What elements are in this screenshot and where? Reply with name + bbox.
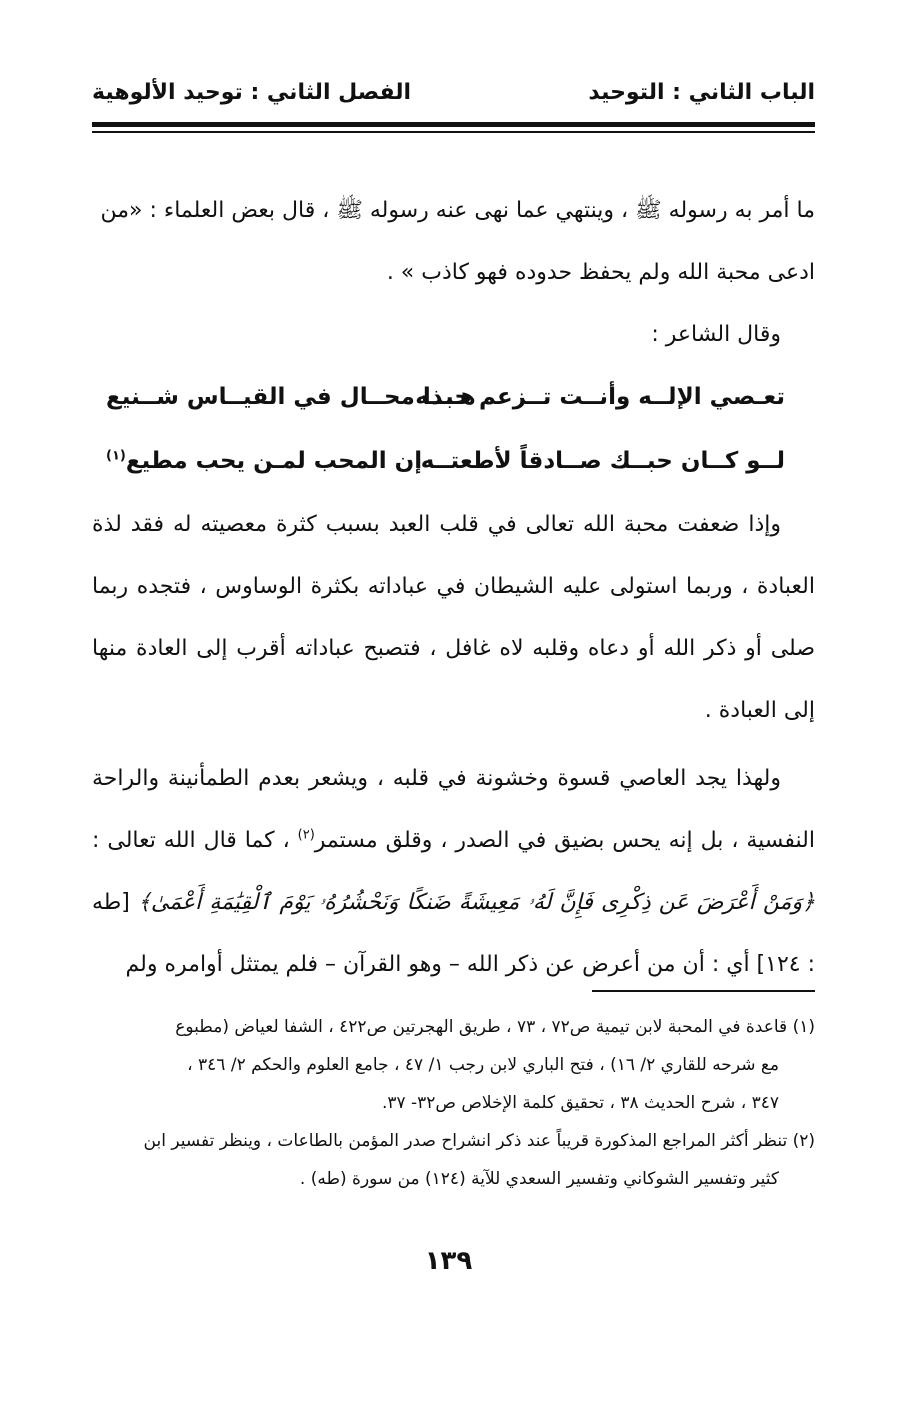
footnote-ref-2: (٢) [297,827,315,843]
poem-verses [92,366,815,494]
page-number: ١٣٩ [424,1246,473,1276]
paragraph-3-part-2: ، كما قال الله تعالى : [92,828,298,853]
paragraph-3-part-1: ولهذا يجد العاصي قسوة وخشونة في قلبه ، ويشعر بعدم الطمأنينة والراحة النفسية ، بل إنه يحس بضيق في الصدر ، وقلق مستمر [92,766,815,853]
verse-2-first-hemistich: لــو كــان حبــك صــادقاً لأطعتــه [420,448,785,474]
quran-reference: [طه : ١٢٤] [92,890,815,977]
verse-2-second-hemistich-text: إن المحب لمـن يحب مطيع [125,448,423,474]
quran-verse: ﴿وَمَنْ أَعْرَضَ عَن ذِكْرِى فَإِنَّ لَهُۥ مَعِيشَةً ضَنكًا وَنَحْشُرُهُۥ يَوْمَ ٱلْقِيَٰمَةِ أَعْمَىٰ﴾ [138,890,815,915]
paragraph-3-part-3: أي : أن من أعرض عن ذكر الله – وهو القرآن – فلم يمتثل أوامره ولم [125,952,750,977]
verse-2-second-hemistich [106,430,422,492]
footnote-2 [92,1122,815,1198]
verse-1-first-hemistich: تعـصي الإلــه وأنــت تــزعم حبــه [415,384,785,410]
footnote-2-line-1: (٢) تنظر أكثر المراجع المذكورة قريباً عند ذكر انشراح صدر المؤمن بالطاعات ، وينظر تفسير ابن [143,1131,815,1151]
paragraph-1-line-1: ما أمر به رسوله ﷺ ، وينتهي عما نهى عنه رسوله ﷺ ، قال بعض العلماء : «من [100,198,815,223]
footnote-1 [92,1008,815,1122]
footnotes [92,1008,815,1198]
section-title: الفصل الثاني : توحيد الألوهية [92,80,412,105]
footnote-1-line-2: مع شرحه للقاري ٢/ ١٦) ، فتح الباري لابن رجب ١/ ٤٧ ، جامع العلوم والحكم ٢/ ٣٤٦ ، [187,1055,779,1075]
paragraph-3 [92,748,815,996]
paragraph-1-line-2: ادعى محبة الله ولم يحفظ حدوده فهو كاذب » . [386,260,815,285]
main-text [92,180,815,996]
paragraph-2: وإذا ضعفت محبة الله تعالى في قلب العبد بسبب كثرة معصيته له فقد لذة العبادة ، وربما استولى عليه الشيطان في عباداته بكثرة الوساوس ، فتجده ربما صلى أو ذكر الله أو دعاه وقلبه لاه غافل ، فتصبح عباداته أقرب إلى العادة منها إلى العبادة . [92,512,815,723]
verse-1 [92,366,815,430]
header-rule-thick [92,122,815,127]
footnote-1-line-3: ٣٤٧ ، شرح الحديث ٣٨ ، تحقيق كلمة الإخلاص ص٣٢- ٣٧. [381,1093,779,1113]
footnote-ref-1: (١) [106,448,126,464]
footnote-2-line-2: كثير وتفسير الشوكاني وتفسير السعدي للآية (١٢٤) من سورة (طه) . [299,1169,779,1189]
verse-2 [92,430,815,494]
footnote-separator [592,990,815,992]
header-rule-thin [92,131,815,133]
chapter-title: الباب الثاني : التوحيد [588,80,815,105]
poet-intro: وقال الشاعر : [651,322,781,347]
running-header [92,80,815,120]
verse-1-second-hemistich: هــذا محــال في القيــاس شــنيع [106,384,476,410]
paragraph-1 [92,180,815,304]
footnote-1-line-1: (١) قاعدة في المحبة لابن تيمية ص٧٢ ، ٧٣ ، طريق الهجرتين ص٤٢٢ ، الشفا لعياض (مطبوع [175,1017,815,1037]
